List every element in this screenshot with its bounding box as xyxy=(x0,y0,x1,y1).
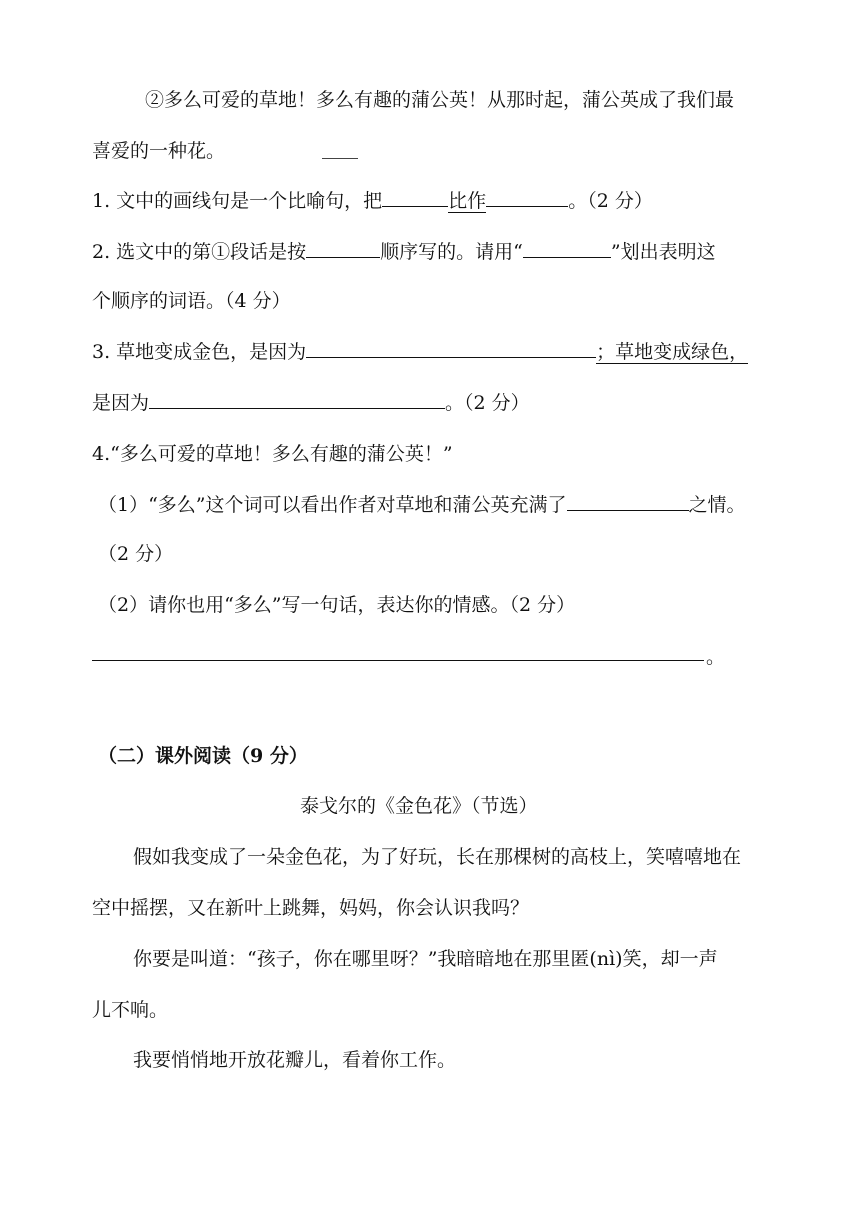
reading-p2-line1: 你要是叫道：“孩子，你在哪里呀？”我暗暗地在那里匿(nì)笑，却一声 xyxy=(133,948,718,970)
q2-mid: 顺序写的。请用“ xyxy=(380,241,523,263)
q1-suffix: 。（2 分） xyxy=(568,190,653,212)
q2-suffix: ”划出表明这 xyxy=(610,241,716,263)
question-2 xyxy=(92,237,716,266)
reading-p3-line1: 我要悄悄地开放花瓣儿，看着你工作。 xyxy=(133,1049,457,1071)
question-3 xyxy=(92,337,748,366)
question-3-line2 xyxy=(92,388,530,417)
section-2-heading: （二）课外阅读（9 分） xyxy=(98,745,308,767)
q1-blank-b[interactable] xyxy=(486,186,568,207)
q3-blank-b[interactable] xyxy=(149,388,445,409)
passage-para2-line2: 喜爱的一种花。 xyxy=(92,140,226,162)
question-4-sub2: （2）请你也用“多么”写一句话，表达你的情感。（2 分） xyxy=(98,594,576,616)
q4-sub1-prefix: （1）“多么”这个词可以看出作者对草地和蒲公英充满了 xyxy=(98,494,567,516)
q1-prefix: 1. 文中的画线句是一个比喻句，把 xyxy=(92,190,383,212)
q1-blank-a[interactable] xyxy=(382,186,448,207)
reading-p1-line2: 空中摇摆，又在新叶上跳舞，妈妈，你会认识我吗？ xyxy=(92,897,530,919)
question-2-line2: 个顺序的词语。（4 分） xyxy=(92,290,291,312)
q4-sub2-answer-line[interactable] xyxy=(92,660,704,661)
q2-prefix: 2. 选文中的第①段话是按 xyxy=(92,241,307,263)
q3-line2-suffix: 。（2 分） xyxy=(445,392,530,414)
q4-sub1-blank[interactable] xyxy=(567,490,689,511)
question-4-sub1 xyxy=(98,490,746,519)
q3-prefix: 3. 草地变成金色，是因为 xyxy=(92,341,307,363)
reading-p1-line1: 假如我变成了一朵金色花，为了好玩，长在那棵树的高枝上，笑嘻嘻地在 xyxy=(133,846,742,868)
q4-sub1-suffix: 之情。 xyxy=(688,494,746,516)
passage-para2-line1: ②多么可爱的草地！多么有趣的蒲公英！从那时起，蒲公英成了我们最 xyxy=(145,89,735,111)
q1-mid: 比作 xyxy=(448,190,487,212)
reading-p2-line2: 儿不响。 xyxy=(92,999,169,1021)
q3-line2-prefix: 是因为 xyxy=(92,392,150,414)
question-4-sub1-score: （2 分） xyxy=(98,543,174,565)
q4-sub2-answer-end: 。 xyxy=(706,646,726,668)
underline-mark xyxy=(322,158,358,159)
question-1 xyxy=(92,186,653,215)
question-4-title: 4.“多么可爱的草地！多么有趣的蒲公英！” xyxy=(92,443,453,465)
q3-blank-a[interactable] xyxy=(306,337,596,358)
q2-blank-a[interactable] xyxy=(306,237,380,258)
reading-title: 泰戈尔的《金色花》（节选） xyxy=(300,795,538,817)
q3-mid: ；草地变成绿色， xyxy=(596,341,749,363)
q2-blank-b[interactable] xyxy=(523,237,611,258)
